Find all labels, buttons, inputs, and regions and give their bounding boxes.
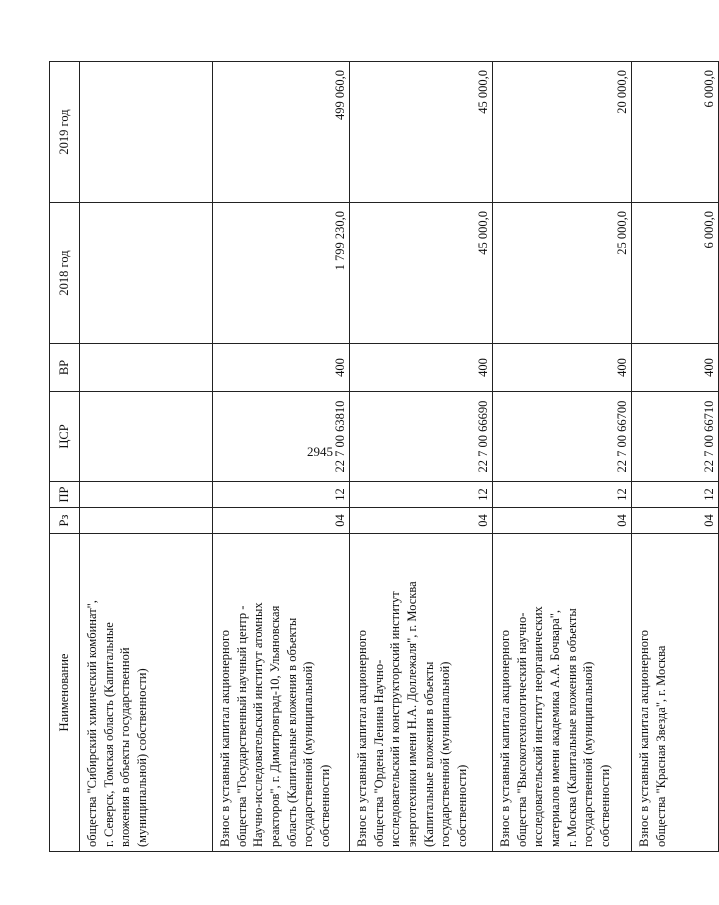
page-number: 2945 [307,444,333,459]
cell-pr: 12 [350,482,493,508]
table-row [213,62,350,852]
cell-rz [80,508,213,534]
name-line: государственной (муниципальной) [438,661,453,847]
table-row [350,62,493,852]
name-line: (муниципальной) собственности) [134,668,149,847]
cell-2018: 6 000,0 [632,203,719,344]
cell-csr: 22 7 00 66700 [493,392,632,482]
cell-csr [80,392,213,482]
cell-pr [80,482,213,508]
table-row [80,62,213,852]
name-line: Научно-исследовательский институт атомных [251,602,266,847]
row-name [80,534,213,852]
name-line: общества "Ордена Ленина Научно- [371,659,386,847]
cell-vr: 400 [493,344,632,392]
cell-rz: 04 [493,508,632,534]
cell-2018: 25 000,0 [493,203,632,344]
cell-csr: 22 7 00 66690 [350,392,493,482]
cell-pr: 12 [493,482,632,508]
name-line: реакторов", г. Димитровград-10, Ульяновская [267,605,282,847]
header-2018: 2018 год [50,203,80,344]
table-row [632,62,719,852]
name-line: государственной (муниципальной) [581,661,596,847]
table-row [493,62,632,852]
name-line: собственности) [597,764,612,847]
cell-2019: 45 000,0 [350,62,493,203]
name-line: государственной (муниципальной) [301,661,316,847]
name-line: область (Капитальные вложения в объекты [284,617,299,847]
cell-2018: 1 799 230,0 [213,203,350,344]
header-rz: Рз [50,508,80,534]
name-line: общества "Высокотехнологический научно- [514,612,529,847]
row-name [632,534,719,852]
cell-2018 [80,203,213,344]
cell-2019: 20 000,0 [493,62,632,203]
cell-csr: 22 7 00 63810 [213,392,350,482]
name-line: (Капитальные вложения в объекты [421,661,436,847]
name-line: Взнос в уставный капитал акционерного [498,629,512,847]
header-pr: ПР [50,482,80,508]
name-line: энерготехники имени Н.А. Доллежаля", г. Москва [404,581,419,847]
table-header-row [50,62,80,852]
name-line: г. Москва (Капитальные вложения в объекты [564,608,579,847]
cell-2019: 499 060,0 [213,62,350,203]
cell-2019: 6 000,0 [632,62,719,203]
cell-vr [80,344,213,392]
cell-2019 [80,62,213,203]
cell-rz: 04 [632,508,719,534]
cell-csr: 22 7 00 66710 [632,392,719,482]
row-name [493,534,632,852]
cell-vr: 400 [350,344,493,392]
header-2019: 2019 год [50,62,80,203]
name-line: собственности) [317,764,332,847]
cell-vr: 400 [213,344,350,392]
cell-2018: 45 000,0 [350,203,493,344]
name-line: общества "Государственный научный центр - [234,605,249,847]
name-line: г. Северск, Томская область (Капитальные [101,622,116,847]
header-vr: ВР [50,344,80,392]
rotated-table-container [49,62,717,852]
cell-rz: 04 [350,508,493,534]
name-line: общества "Сибирский химический комбинат", [85,600,99,847]
name-line: общества "Красная Звезда", г. Москва [653,645,668,847]
name-line: Взнос в уставный капитал акционерного [355,629,369,847]
header-name: Наименование [50,534,80,852]
name-line: исследовательский и конструкторский институт [388,591,403,847]
name-line: Взнос в уставный капитал акционерного [637,629,651,847]
cell-pr: 12 [632,482,719,508]
name-line: исследовательский институт неорганических [531,606,546,847]
header-csr: ЦСР [50,392,80,482]
name-line: собственности) [454,764,469,847]
name-line: вложения в объекты государственной [118,647,133,847]
cell-rz: 04 [213,508,350,534]
name-line: Взнос в уставный капитал акционерного [218,629,232,847]
name-line: материалов имени академика А.А. Бочвара", [547,610,562,847]
row-name [350,534,493,852]
budget-table [49,61,719,852]
cell-pr: 12 [213,482,350,508]
row-name [213,534,350,852]
cell-vr: 400 [632,344,719,392]
